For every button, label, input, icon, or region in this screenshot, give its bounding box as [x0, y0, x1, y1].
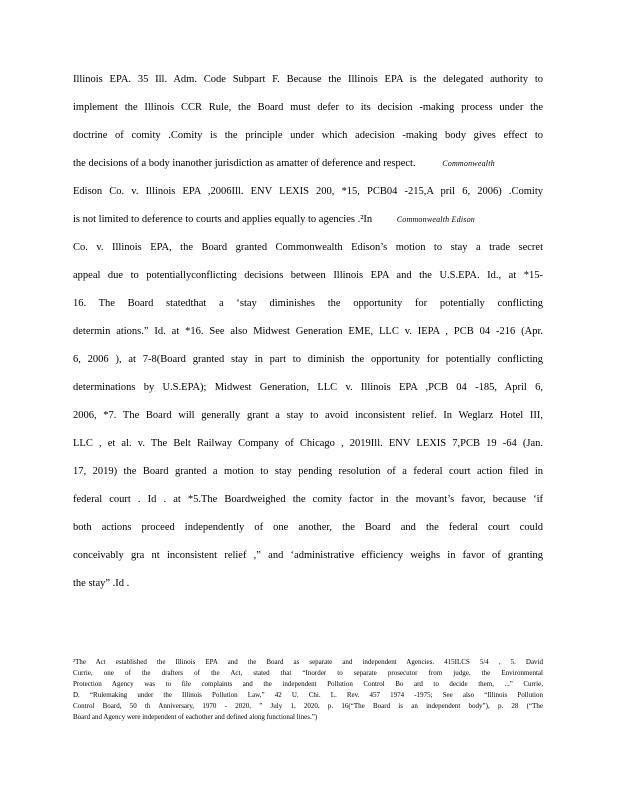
body-line-10: determin ations.” Id. at *16. See also Midwest Generation EME, LLC v. IEPA , PCB 04 -216 (Apr.	[73, 326, 543, 337]
citation-commonwealth: Commonwealth	[442, 159, 495, 168]
body-line-3: doctrine of comity .Comity is the principle under which adecision -making body gives effect to	[73, 130, 543, 141]
body-line-5: Edison Co. v. Illinois EPA ,2006Ill. ENV LEXIS 200, *15, PCB04 -215,A pril 6, 2006) .Comity	[73, 186, 543, 197]
body-line-4	[73, 157, 543, 171]
footnote-line-5: Control Board, 50 th Anniversary, 1970 - 2020, ” July 1, 2020, p. 16(“The Board is an independent body”), p. 28 (“The	[73, 702, 543, 710]
body-line-7: Co. v. Illinois EPA, the Board granted Commonwealth Edison’s motion to stay a trade secret	[73, 242, 543, 253]
body-line-19: the stay” .Id .	[73, 578, 130, 589]
footnote-line-2: Currie, one of the drafters of the Act, stated that “Inorder to separate prosecutor from judge, the Environmental	[73, 669, 543, 677]
body-line-15: 17, 2019) the Board granted a motion to stay pending resolution of a federal court action filed in	[73, 466, 543, 477]
footnote-line-4: D. “Rulemaking under the Illinois Pollution Law,” 42 U. Chi. L. Rev. 457 1974 -1975; See also “Illinois Pollution	[73, 691, 543, 699]
body-line-8: appeal due to potentiallyconflicting decisions between Illinois EPA and the U.S.EPA. Id., at *15-	[73, 270, 543, 281]
body-line-16: federal court . Id . at *5.The Boardweighed the comity factor in the movant’s favor, because ‘if	[73, 494, 543, 505]
body-line-11: 6, 2006 ), at 7-8(Board granted stay in part to diminish the opportunity for potentially conflicting	[73, 354, 543, 365]
body-line-6-text: is not limited to deference to courts and applies equally to agencies .²In	[73, 214, 373, 225]
footnote-line-3: Protection Agency was to file complaints and the independent Pollution Control Bo ard to decide them, ...” Currie,	[73, 680, 543, 688]
body-line-17: both actions proceed independently of one another, the Board and the federal court could	[73, 522, 543, 533]
footnote-line-6: Board and Agency were independent of eachother and defined along functional lines.”)	[73, 713, 318, 721]
body-line-6	[73, 213, 543, 227]
body-line-18: conceivably gra nt inconsistent relief ,” and ‘administrative efficiency weighs in favor of granting	[73, 550, 543, 561]
body-line-12: determinations by U.S.EPA); Midwest Generation, LLC v. Illinois EPA ,PCB 04 -185, April 6,	[73, 382, 543, 393]
body-line-4-text: the decisions of a body inanother jurisdiction as amatter of deference and respect.	[73, 158, 416, 169]
body-line-1: Illinois EPA. 35 Ill. Adm. Code Subpart F. Because the Illinois EPA is the delegated authority to	[73, 74, 543, 85]
body-line-2: implement the Illinois CCR Rule, the Board must defer to its decision -making process under the	[73, 102, 543, 113]
footnote-line-1: ²The Act established the Illinois EPA and the Board as separate and independent Agencies. 415ILCS 5/4 , 5. David	[73, 658, 543, 666]
citation-commonwealth-edison: Commonwealth Edison	[396, 215, 475, 224]
body-line-14: LLC , et al. v. The Belt Railway Company of Chicago , 2019Ill. ENV LEXIS 7,PCB 19 -64 (Jan.	[73, 438, 543, 449]
body-line-13: 2006, *7. The Board will generally grant a stay to avoid inconsistent relief. In Weglarz Hotel III,	[73, 410, 543, 421]
body-line-9: 16. The Board statedthat a ‘stay diminishes the opportunity for potentially conflicting	[73, 298, 543, 309]
